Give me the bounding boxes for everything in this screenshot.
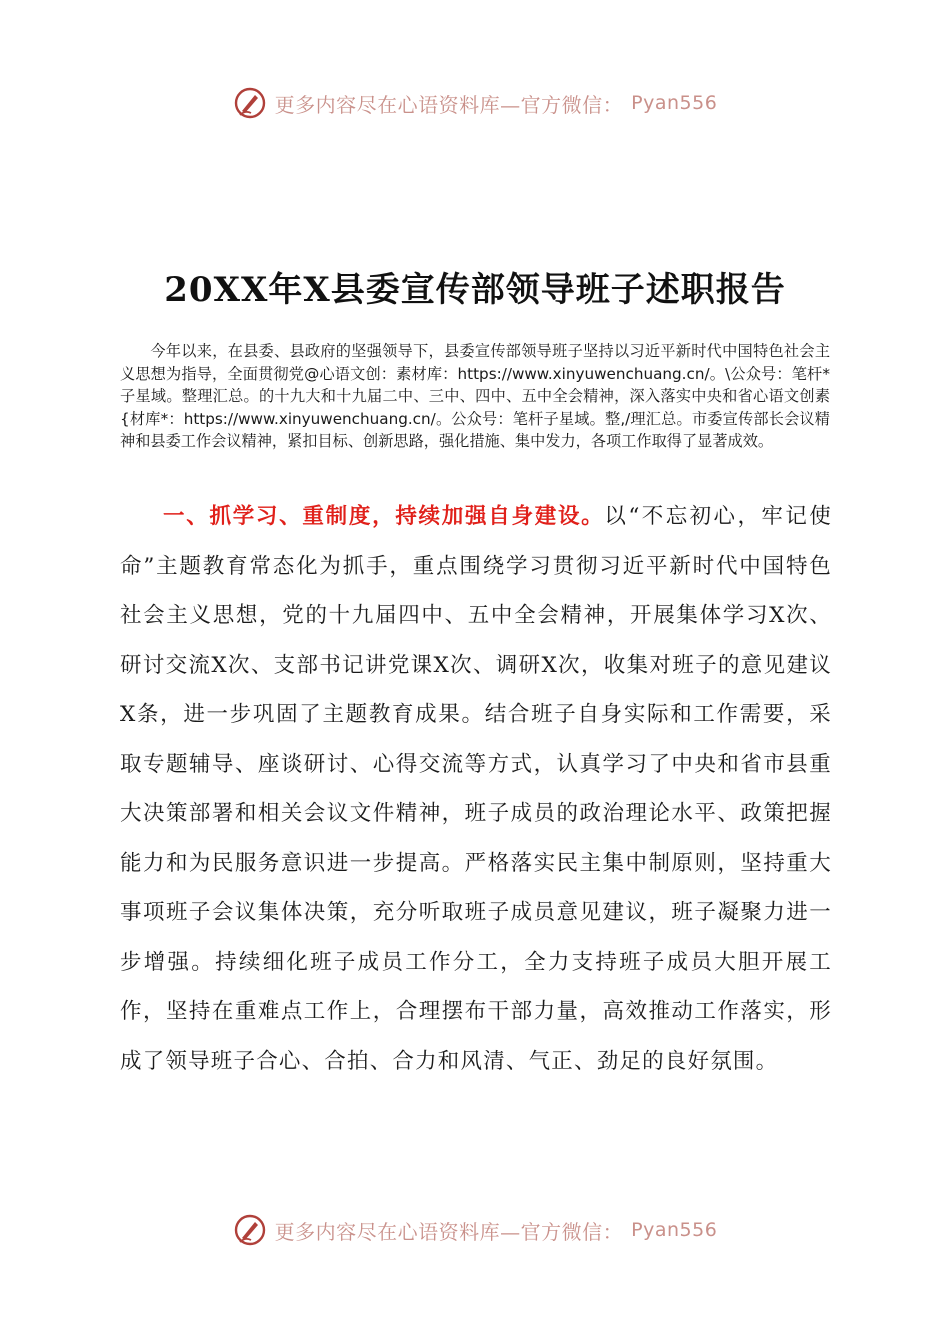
section-1-heading: 一、抓学习、重制度，持续加强自身建设。 [163, 504, 605, 529]
intro-paragraph: 今年以来，在县委、县政府的坚强领导下，县委宣传部领导班子坚持以习近平新时代中国特色社会主义思想为指导，全面贯彻党@心语文创：素材库：https://www.xinyuwenchuang.cn/。\公众号：笔杆*子星域。整理汇总。的十九大和十九届二中、三中、四中、五中全会精神，深入落实中央和省心语文创素{材库*：https://www.xinyuwenchuang.cn/。公众号：笔杆子星域。整,/理汇总。市委宣传部长会议精神和县委工作会议精神，紧扣目标、创新思路，强化措施、集中发力，各项工作取得了显著成效。 [120, 342, 830, 450]
watermark-contact: Pyan556 [631, 1219, 718, 1241]
document-title: 20XX年X县委宣传部领导班子述职报告 [164, 270, 786, 310]
watermark-footer [0, 1213, 950, 1247]
section-1-paragraph [120, 492, 832, 1086]
pen-circle-icon [233, 86, 267, 120]
watermark-header [0, 86, 950, 120]
pen-circle-icon [233, 1213, 267, 1247]
watermark-text: 更多内容尽在心语资料库—官方微信： [274, 92, 624, 117]
section-1-body: 以“不忘初心，牢记使命”主题教育常态化为抓手，重点围绕学习贯彻习近平新时代中国特色社会主义思想，党的十九届四中、五中全会精神，开展集体学习X次、研讨交流X次、支部书记讲党课X次、调研X次，收集对班子的意见建议X条，进一步巩固了主题教育成果。结合班子自身实际和工作需要，采取专题辅导、座谈研讨、心得交流等方式，认真学习了中央和省市县重大决策部署和相关会议文件精神，班子成员的政治理论水平、政策把握能力和为民服务意识进一步提高。严格落实民主集中制原则，坚持重大事项班子会议集体决策，充分听取班子成员意见建议，班子凝聚力进一步增强。持续细化班子成员工作分工，全力支持班子成员大胆开展工作，坚持在重难点工作上，合理摆布干部力量，高效推动工作落实，形成了领导班子合心、合拍、合力和风清、气正、劲足的良好氛围。 [120, 504, 832, 1074]
watermark-text: 更多内容尽在心语资料库—官方微信： [274, 1219, 624, 1244]
watermark-contact: Pyan556 [631, 92, 718, 114]
